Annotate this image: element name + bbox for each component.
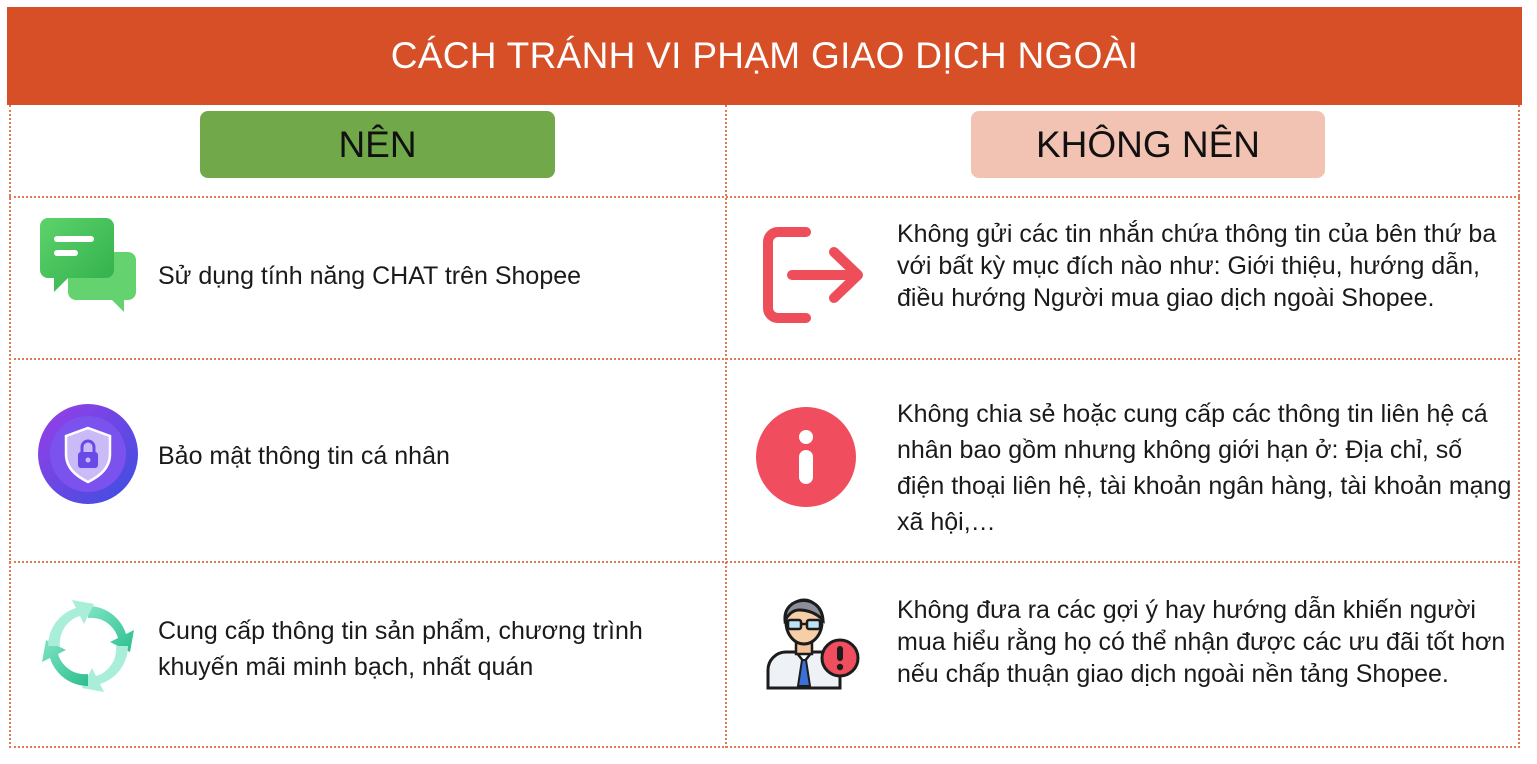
row-divider bbox=[9, 561, 1520, 563]
row-divider bbox=[9, 196, 1520, 198]
info-circle-icon bbox=[756, 407, 856, 507]
do-text-2: Bảo mật thông tin cá nhân bbox=[158, 442, 450, 470]
do-text-3: Cung cấp thông tin sản phẩm, chương trình khuyến mãi minh bạch, nhất quán bbox=[158, 617, 643, 681]
column-header-do: NÊN bbox=[200, 111, 555, 178]
title-banner bbox=[7, 7, 1522, 105]
exit-arrow-icon bbox=[762, 224, 866, 326]
column-header-dont: KHÔNG NÊN bbox=[971, 111, 1325, 178]
shield-lock-icon bbox=[38, 404, 138, 504]
businessman-warning-icon bbox=[760, 588, 862, 690]
dont-text-1: Không gửi các tin nhắn chứa thông tin của bên thứ ba với bất kỳ mục đích nào như: Giới thiệu, hướng dẫn, điều hướng Người mua giao dịch ngoài Shopee. bbox=[897, 220, 1497, 312]
dont-text-2: Không chia sẻ hoặc cung cấp các thông tin liên hệ cá nhân bao gồm nhưng không giới hạn ở: Địa chỉ, số điện thoại liên hệ, tài khoản ngân hàng, tài khoản mạng xã hội,… bbox=[897, 400, 1512, 536]
dont-text-3: Không đưa ra các gợi ý hay hướng dẫn khiến người mua hiểu rằng họ có thể nhận được các ưu đãi tốt hơn nếu chấp thuận giao dịch ngoài nền tảng Shopee. bbox=[897, 596, 1506, 688]
refresh-cycle-icon bbox=[38, 596, 138, 696]
column-divider bbox=[725, 105, 727, 748]
row-divider bbox=[9, 358, 1520, 360]
page-title: CÁCH TRÁNH VI PHẠM GIAO DỊCH NGOÀI bbox=[390, 35, 1139, 76]
chat-bubbles-icon bbox=[40, 218, 136, 312]
do-text-1: Sử dụng tính năng CHAT trên Shopee bbox=[158, 262, 582, 290]
